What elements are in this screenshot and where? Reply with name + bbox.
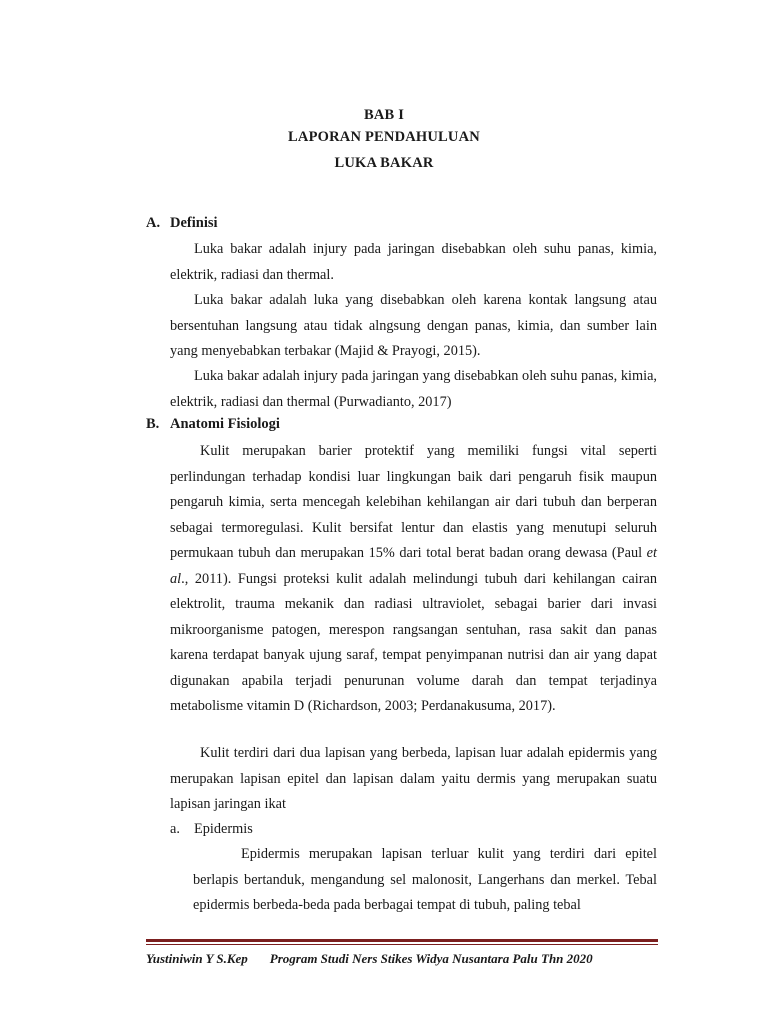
definition-paragraph-1: Luka bakar adalah injury pada jaringan disebabkan oleh suhu panas, kimia, elektrik, radiasi dan thermal. xyxy=(170,241,657,283)
subsection-a-label: a. xyxy=(170,821,180,837)
footer-rule-thin xyxy=(146,944,658,945)
section-a-label: A. xyxy=(146,215,161,231)
footer-author: Yustiniwin Y S.Kep xyxy=(146,951,248,966)
page-footer xyxy=(146,951,658,967)
anatomy-paragraph-2: Kulit terdiri dari dua lapisan yang berbeda, lapisan luar adalah epidermis yang merupakan lapisan epitel dan lapisan dalam yaitu dermis yang merupakan suatu lapisan jaringan ikat xyxy=(170,745,657,812)
anatomy-paragraph-1 xyxy=(170,439,657,720)
section-b-heading xyxy=(146,416,280,433)
section-b-label: B. xyxy=(146,416,160,432)
epidermis-paragraph: Epidermis merupakan lapisan terluar kulit yang terdiri dari epitel berlapis bertanduk, mengandung sel malonosit, Langerhans dan merkel. Tebal epidermis berbeda-beda pada berbagai tempat di tubuh, paling tebal xyxy=(193,846,657,913)
subsection-a-title: Epidermis xyxy=(194,821,253,837)
anatomy-paragraph-1-part-1: Kulit merupakan barier protektif yang memiliki fungsi vital seperti perlindungan terhadap kondisi luar lingkungan baik dari pengaruh fisik maupun pengaruh kimia, serta mencegah kelebihan kehilangan air dari tubuh dan berperan sebagai termoregulasi. Kulit bersifat lentur dan elastis yang menutupi seluruh permukaan tubuh dan merupakan 15% dari total berat badan orang dewasa (Paul xyxy=(170,443,657,561)
subsection-a-heading xyxy=(170,821,253,838)
section-a-title: Definisi xyxy=(170,215,218,231)
definition-paragraph-2: Luka bakar adalah luka yang disebabkan oleh karena kontak langsung atau bersentuhan langsung atau tidak alngsung dengan panas, kimia, dan sumber lain yang menyebabkan terbakar (Majid & Prayogi, 2015). xyxy=(170,292,657,359)
definition-paragraph-3: Luka bakar adalah injury pada jaringan yang disebabkan oleh suhu panas, kimia, elektrik, radiasi dan thermal (Purwadianto, 2017) xyxy=(170,368,657,410)
section-a-heading xyxy=(146,215,218,232)
report-title: LAPORAN PENDAHULUAN xyxy=(288,129,480,145)
section-b-title: Anatomi Fisiologi xyxy=(170,416,280,432)
footer-rule-thick xyxy=(146,939,658,942)
chapter-heading: BAB I xyxy=(363,107,405,123)
citation-et-al: et al xyxy=(170,545,657,587)
report-subtitle: LUKA BAKAR xyxy=(334,155,434,171)
anatomy-paragraph-1-part-2: ., 2011). Fungsi proteksi kulit adalah melindungi tubuh dari kehilangan cairan elektrolit, trauma mekanik dan radiasi ultraviolet, sebagai barier dari invasi mikroorganisme patogen, merespon rangsangan sentuhan, rasa sakit dan panas karena terdapat banyak ujung saraf, tempat penyimpanan nutrisi dan air yang dapat digunakan apabila terjadi penurunan volume darah dan tempat terjadinya metabolisme vitamin D (Richardson, 2003; Perdanakusuma, 2017). xyxy=(170,570,657,714)
footer-program: Program Studi Ners Stikes Widya Nusantara Palu Thn 2020 xyxy=(269,951,593,966)
